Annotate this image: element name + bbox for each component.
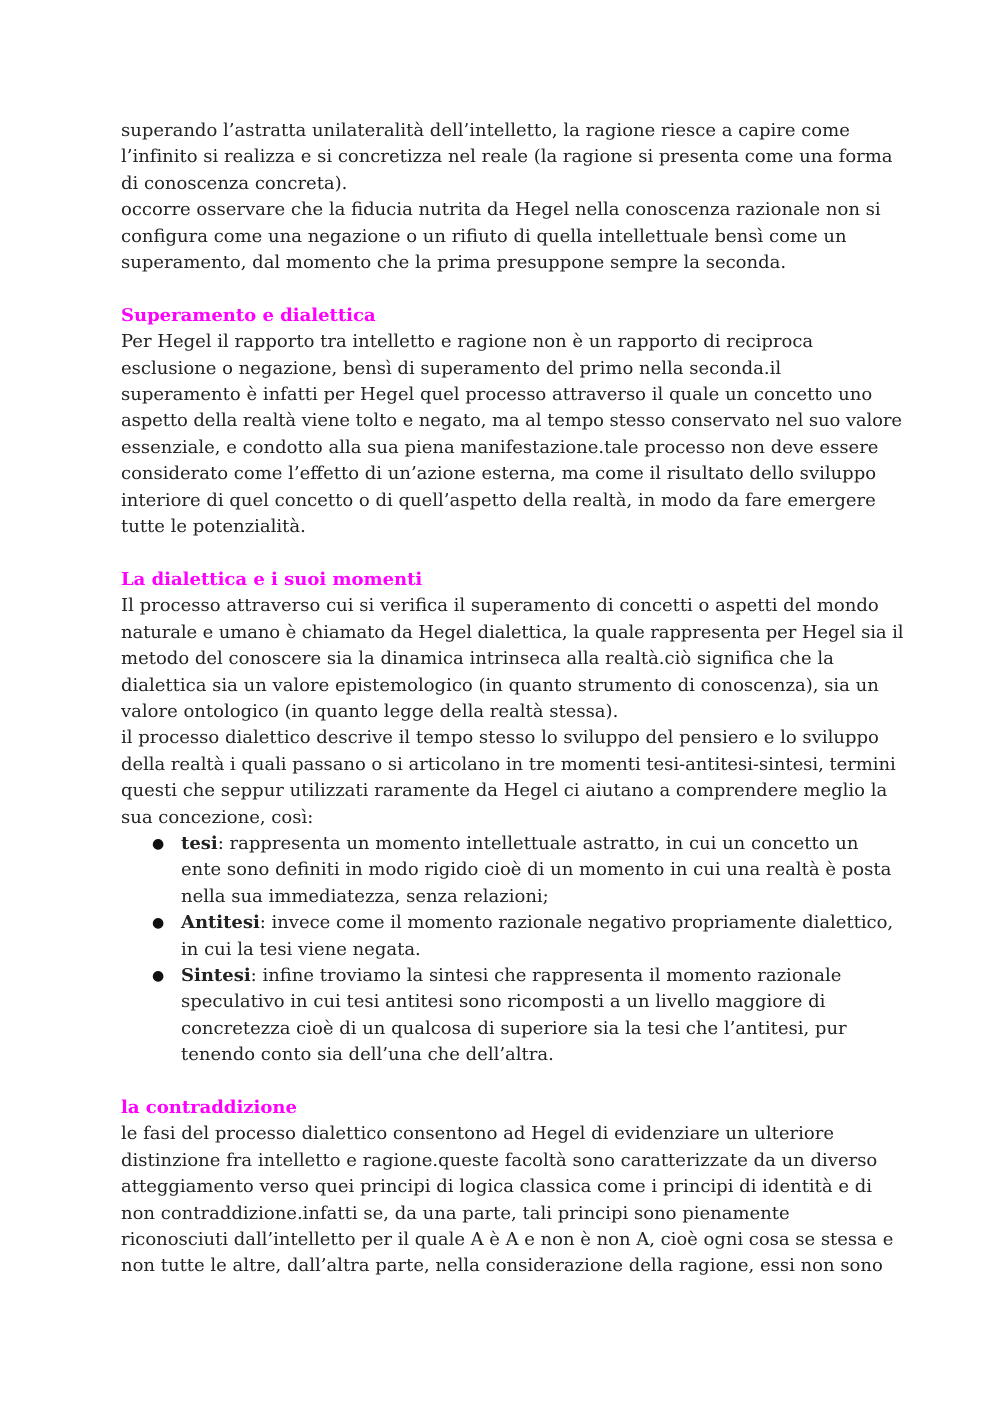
list-item-sintesi [121, 963, 891, 1069]
text-line: superamento è infatti per Hegel quel processo attraverso il quale un concetto uno [121, 384, 873, 406]
text-line: nella sua immediatezza, senza relazioni; [181, 885, 549, 907]
text-line: non tutte le altre, dall’altra parte, nella considerazione della ragione, essi non sono [121, 1255, 883, 1277]
bullet-term: tesi [181, 832, 218, 854]
section-paragraph [121, 593, 904, 831]
text-line: valore ontologico (in quanto legge della realtà stessa). [121, 700, 619, 722]
text-line: distinzione fra intelletto e ragione.queste facoltà sono caratterizzate da un diverso [121, 1149, 878, 1171]
section-heading: La dialettica e i suoi momenti [121, 568, 423, 590]
text-line: tutte le potenzialità. [121, 516, 306, 538]
text-line: riconosciuti dall’intelletto per il quale A è A e non è non A, cioè ogni cosa se stessa e [121, 1229, 894, 1251]
text-line: il processo dialettico descrive il tempo stesso lo sviluppo del pensiero e lo sviluppo [121, 727, 879, 749]
document-page [121, 118, 904, 1280]
bullet-term: Antitesi [181, 912, 260, 934]
text-line: superamento, dal momento che la prima presuppone sempre la seconda. [121, 252, 787, 274]
text-line: dialettica sia un valore epistemologico (in quanto strumento di conoscenza), sia un [121, 674, 879, 696]
text-line: concretezza cioè di un qualcosa di superiore sia la tesi che l’antitesi, pur [181, 1017, 847, 1039]
text-line: configura come una negazione o un rifiuto di quella intellettuale bensì come un [121, 225, 847, 247]
text-line: ente sono definiti in modo rigido cioè di un momento in cui una realtà è posta [181, 859, 892, 881]
text-line: della realtà i quali passano o si articolano in tre momenti tesi-antitesi-sintesi, termini [121, 753, 896, 775]
text-line [181, 831, 891, 857]
text-line: questi che seppur utilizzati raramente da Hegel ci aiutano a comprendere meglio la [121, 780, 888, 802]
moments-bullet-list [121, 831, 894, 1069]
bullet-term: Sintesi [181, 964, 251, 986]
text-line: naturale e umano è chiamato da Hegel dialettica, la quale rappresenta per Hegel sia il [121, 621, 904, 643]
section-heading: la contraddizione [121, 1096, 297, 1118]
bullet-icon: ● [152, 967, 165, 984]
text-line: non contraddizione.infatti se, da una parte, tali principi sono pienamente [121, 1202, 790, 1224]
section-paragraph [121, 1121, 894, 1279]
bullet-text: : rappresenta un momento intellettuale astratto, in cui un concetto un [217, 832, 859, 854]
text-line [181, 910, 894, 936]
section-paragraph [121, 329, 902, 540]
bullet-text: : infine troviamo la sintesi che rappresenta il momento razionale [250, 964, 842, 986]
text-line: speculativo in cui tesi antitesi sono ricomposti a un livello maggiore di [181, 991, 826, 1013]
text-line: le fasi del processo dialettico consentono ad Hegel di evidenziare un ulteriore [121, 1123, 834, 1145]
text-line: occorre osservare che la fiducia nutrita da Hegel nella conoscenza razionale non si [121, 199, 881, 221]
text-line: Per Hegel il rapporto tra intelletto e ragione non è un rapporto di reciproca [121, 331, 814, 353]
intro-paragraph [121, 118, 891, 276]
text-line: aspetto della realtà viene tolto e negato, ma al tempo stesso conservato nel suo valore [121, 410, 902, 432]
text-line: metodo del conoscere sia la dinamica intrinseca alla realtà.ciò significa che la [121, 648, 834, 670]
section-heading: Superamento e dialettica [121, 304, 376, 326]
text-line: Il processo attraverso cui si verifica il superamento di concetti o aspetti del mondo [121, 595, 879, 617]
bullet-icon: ● [152, 835, 165, 852]
text-line: interiore di quel concetto o di quell’aspetto della realtà, in modo da fare emergere [121, 489, 876, 511]
text-line: tenendo conto sia dell’una che dell’altra. [181, 1044, 554, 1066]
text-line: in cui la tesi viene negata. [181, 938, 421, 960]
bullet-icon: ● [152, 915, 165, 932]
text-line: l’infinito si realizza e si concretizza nel reale (la ragione si presenta come una forma [121, 146, 893, 168]
list-item-antitesi [121, 910, 894, 963]
text-line: di conoscenza concreta). [121, 172, 348, 194]
text-line: considerato come l’effetto di un’azione esterna, ma come il risultato dello sviluppo [121, 463, 877, 485]
text-line: esclusione o negazione, bensì di superamento del primo nella seconda.il [121, 357, 782, 379]
list-item-tesi [121, 831, 891, 910]
text-line: atteggiamento verso quei principi di logica classica come i principi di identità e di [121, 1176, 873, 1198]
text-line [181, 963, 891, 989]
bullet-text: : invece come il momento razionale negativo propriamente dialettico, [259, 912, 894, 934]
text-line: essenziale, e condotto alla sua piena manifestazione.tale processo non deve essere [121, 436, 879, 458]
text-line: superando l’astratta unilateralità dell’intelletto, la ragione riesce a capire come [121, 120, 850, 141]
text-line: sua concezione, così: [121, 806, 314, 828]
